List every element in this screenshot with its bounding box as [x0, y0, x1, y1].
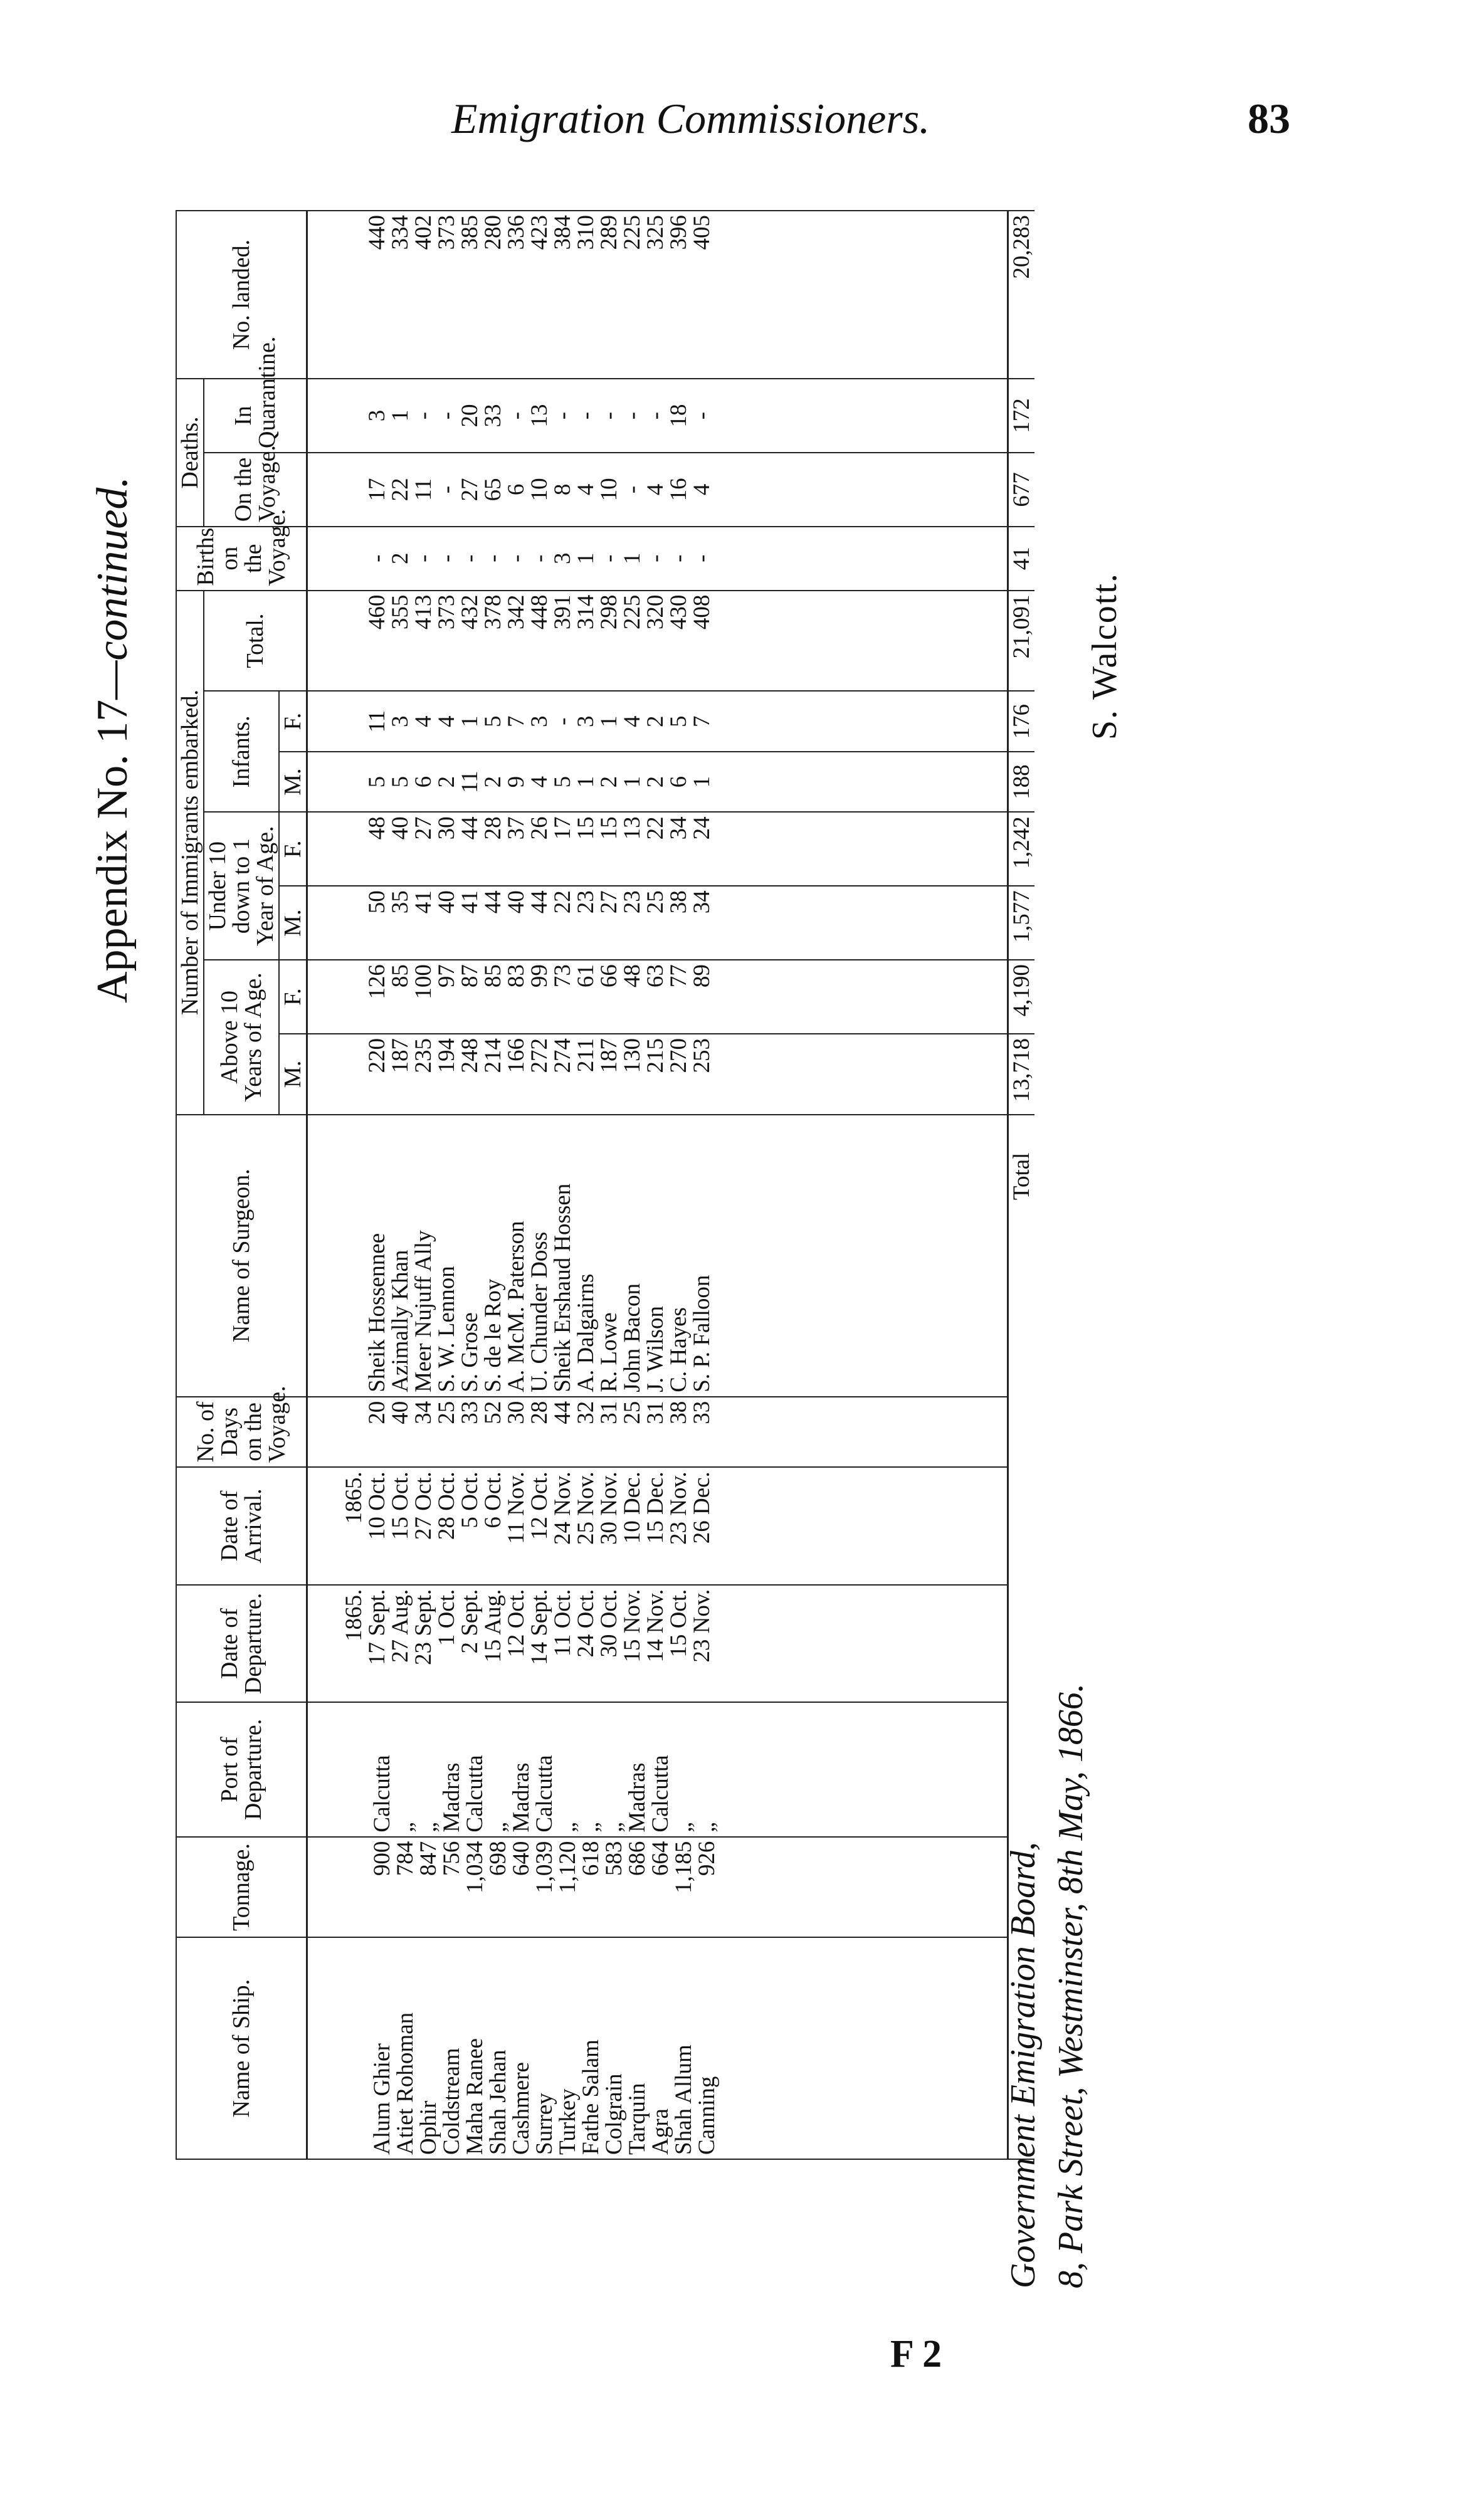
header-above-m: M. [279, 1034, 307, 1115]
total-infants-m: 188 [1008, 752, 1035, 812]
appendix-title [88, 251, 144, 1003]
total-total: 21,091 [1008, 591, 1035, 692]
signature-block [1000, 1536, 1125, 2288]
appendix-title-suffix: —continued. [88, 476, 137, 700]
col-port: Calcutta „ „ Madras Calcutta „ Madras Calcutta „ „ „ Madras Calcutta „ „ [307, 1702, 1008, 1836]
total-infants-f: 176 [1008, 691, 1035, 751]
col-deaths-voyage: 17 22 11 - 27 65 6 10 8 4 10 - 4 16 4 [307, 453, 1008, 527]
ship-table [176, 210, 1034, 2160]
col-days: 20 40 34 25 33 52 30 28 44 32 31 25 31 38 33 [307, 1397, 1008, 1468]
totals-label: Total [1008, 1115, 1035, 2159]
header-surgeon: Name of Surgeon. [176, 1115, 307, 1397]
col-infants-f: 11 3 4 4 1 5 7 3 - 3 1 4 2 5 7 [307, 691, 1008, 751]
col-under-m: 50 35 41 40 41 44 40 44 22 23 27 23 25 38 34 [307, 886, 1008, 960]
footer-signature-mark: F 2 [890, 2333, 942, 2375]
col-tonnage: 900 784 847 756 1,034 698 640 1,039 1,120 618 583 686 664 1,185 926 [307, 1837, 1008, 1938]
col-ship-names: Alum Ghier Atiet Rohoman Ophir Coldstream Maha Ranee Shah Jehan Cashmere Surrey Turkey Fathe Salam Colgrain Tarquin Agra Shah Allum Canning [307, 1937, 1008, 2159]
header-days: No. of Days on the Voyage. [176, 1397, 307, 1468]
header-in-quarantine: In Quarantine. [204, 379, 307, 453]
col-deaths-quarantine: 3 1 - - 20 33 - 13 - - - - - 18 - [307, 379, 1008, 453]
total-above-f: 4,190 [1008, 960, 1035, 1034]
header-total: Total. [204, 591, 307, 692]
col-infants-m: 5 5 6 2 11 2 9 4 5 1 2 1 2 6 1 [307, 752, 1008, 812]
signature-board: Government Emigration Board, [1004, 1842, 1043, 2288]
total-landed: 20,283 [1008, 211, 1035, 379]
col-arrival: 1865. 10 Oct. 15 Oct. 27 Oct. 28 Oct. 5 Oct. 6 Oct. 11 Nov. 12 Oct. 24 Nov. 25 Nov. 30 Nov. 10 Dec. 15 Dec. 23 Nov. 26 Dec. [307, 1467, 1008, 1585]
col-above-m: 220 187 235 194 248 214 166 272 274 211 187 130 215 270 253 [307, 1034, 1008, 1115]
header-on-voyage: On the Voyage. [204, 453, 307, 527]
header-departure: Date of Departure. [176, 1585, 307, 1703]
col-landed: 440 334 402 373 385 280 336 423 384 310 289 225 325 396 405 [307, 211, 1008, 379]
header-ship: Name of Ship. [176, 1937, 307, 2159]
header-births: Births on the Voyage. [176, 527, 307, 591]
col-under-f: 48 40 27 30 44 28 37 26 17 15 15 13 22 34 24 [307, 812, 1008, 886]
total-under-f: 1,242 [1008, 812, 1035, 886]
header-under-m: M. [279, 886, 307, 960]
running-head: Emigration Commissioners. [451, 95, 930, 142]
total-deaths-voyage: 677 [1008, 453, 1035, 527]
table-header [176, 211, 307, 2159]
header-infants-f: F. [279, 691, 307, 751]
total-above-m: 13,718 [1008, 1034, 1035, 1115]
total-births: 41 [1008, 527, 1035, 591]
header-tonnage: Tonnage. [176, 1837, 307, 1938]
col-above-f: 126 85 100 97 87 85 83 99 73 61 66 48 63 77 89 [307, 960, 1008, 1034]
header-port: Port of Departure. [176, 1702, 307, 1836]
header-deaths: Deaths. [176, 379, 204, 527]
header-arrival: Date of Arrival. [176, 1467, 307, 1585]
header-under-f: F. [279, 812, 307, 886]
signature-name: S. Walcott. [1085, 572, 1124, 740]
col-births: - 2 - - - - - - 3 1 - 1 - - - [307, 527, 1008, 591]
page-number: 83 [1248, 95, 1290, 142]
table-row [307, 211, 1008, 2159]
appendix-title-main: Appendix No. 17 [88, 699, 137, 1003]
col-surgeon: Sheik Hossennee Azimally Khan Meer Nujuff Ally S. W. Lennon S. Grose S. de le Roy A. McM. Paterson U. Chunder Doss Sheik Ershaud Hossen A. Dalgairns R. Lowe John Bacon J. Wilson C. Hayes S. P. Falloon [307, 1115, 1008, 1397]
total-under-m: 1,577 [1008, 886, 1035, 960]
total-deaths-quarantine: 172 [1008, 379, 1035, 453]
header-infants: Infants. [204, 691, 279, 812]
col-total: 460 355 413 373 432 378 342 448 391 314 298 225 320 430 408 [307, 591, 1008, 692]
header-above10: Above 10 Years of Age. [204, 960, 279, 1114]
signature-address: 8, Park Street, Westminster, 8th May, 1866. [1051, 1683, 1090, 2288]
header-immigrants: Number of Immigrants embarked. [176, 591, 204, 1115]
ship-table-wrapper [176, 210, 1034, 2160]
header-above-f: F. [279, 960, 307, 1034]
header-landed: No. landed. [176, 211, 307, 379]
table-body [307, 211, 1008, 2159]
header-under10: Under 10 down to 1 Year of Age. [204, 812, 279, 960]
col-departure: 1865. 17 Sept. 27 Aug. 23 Sept. 1 Oct. 2 Sept. 15 Aug. 12 Oct. 14 Sept. 11 Oct. 24 Oct. 30 Oct. 15 Nov. 14 Nov. 15 Oct. 23 Nov. [307, 1585, 1008, 1703]
header-infants-m: M. [279, 752, 307, 812]
